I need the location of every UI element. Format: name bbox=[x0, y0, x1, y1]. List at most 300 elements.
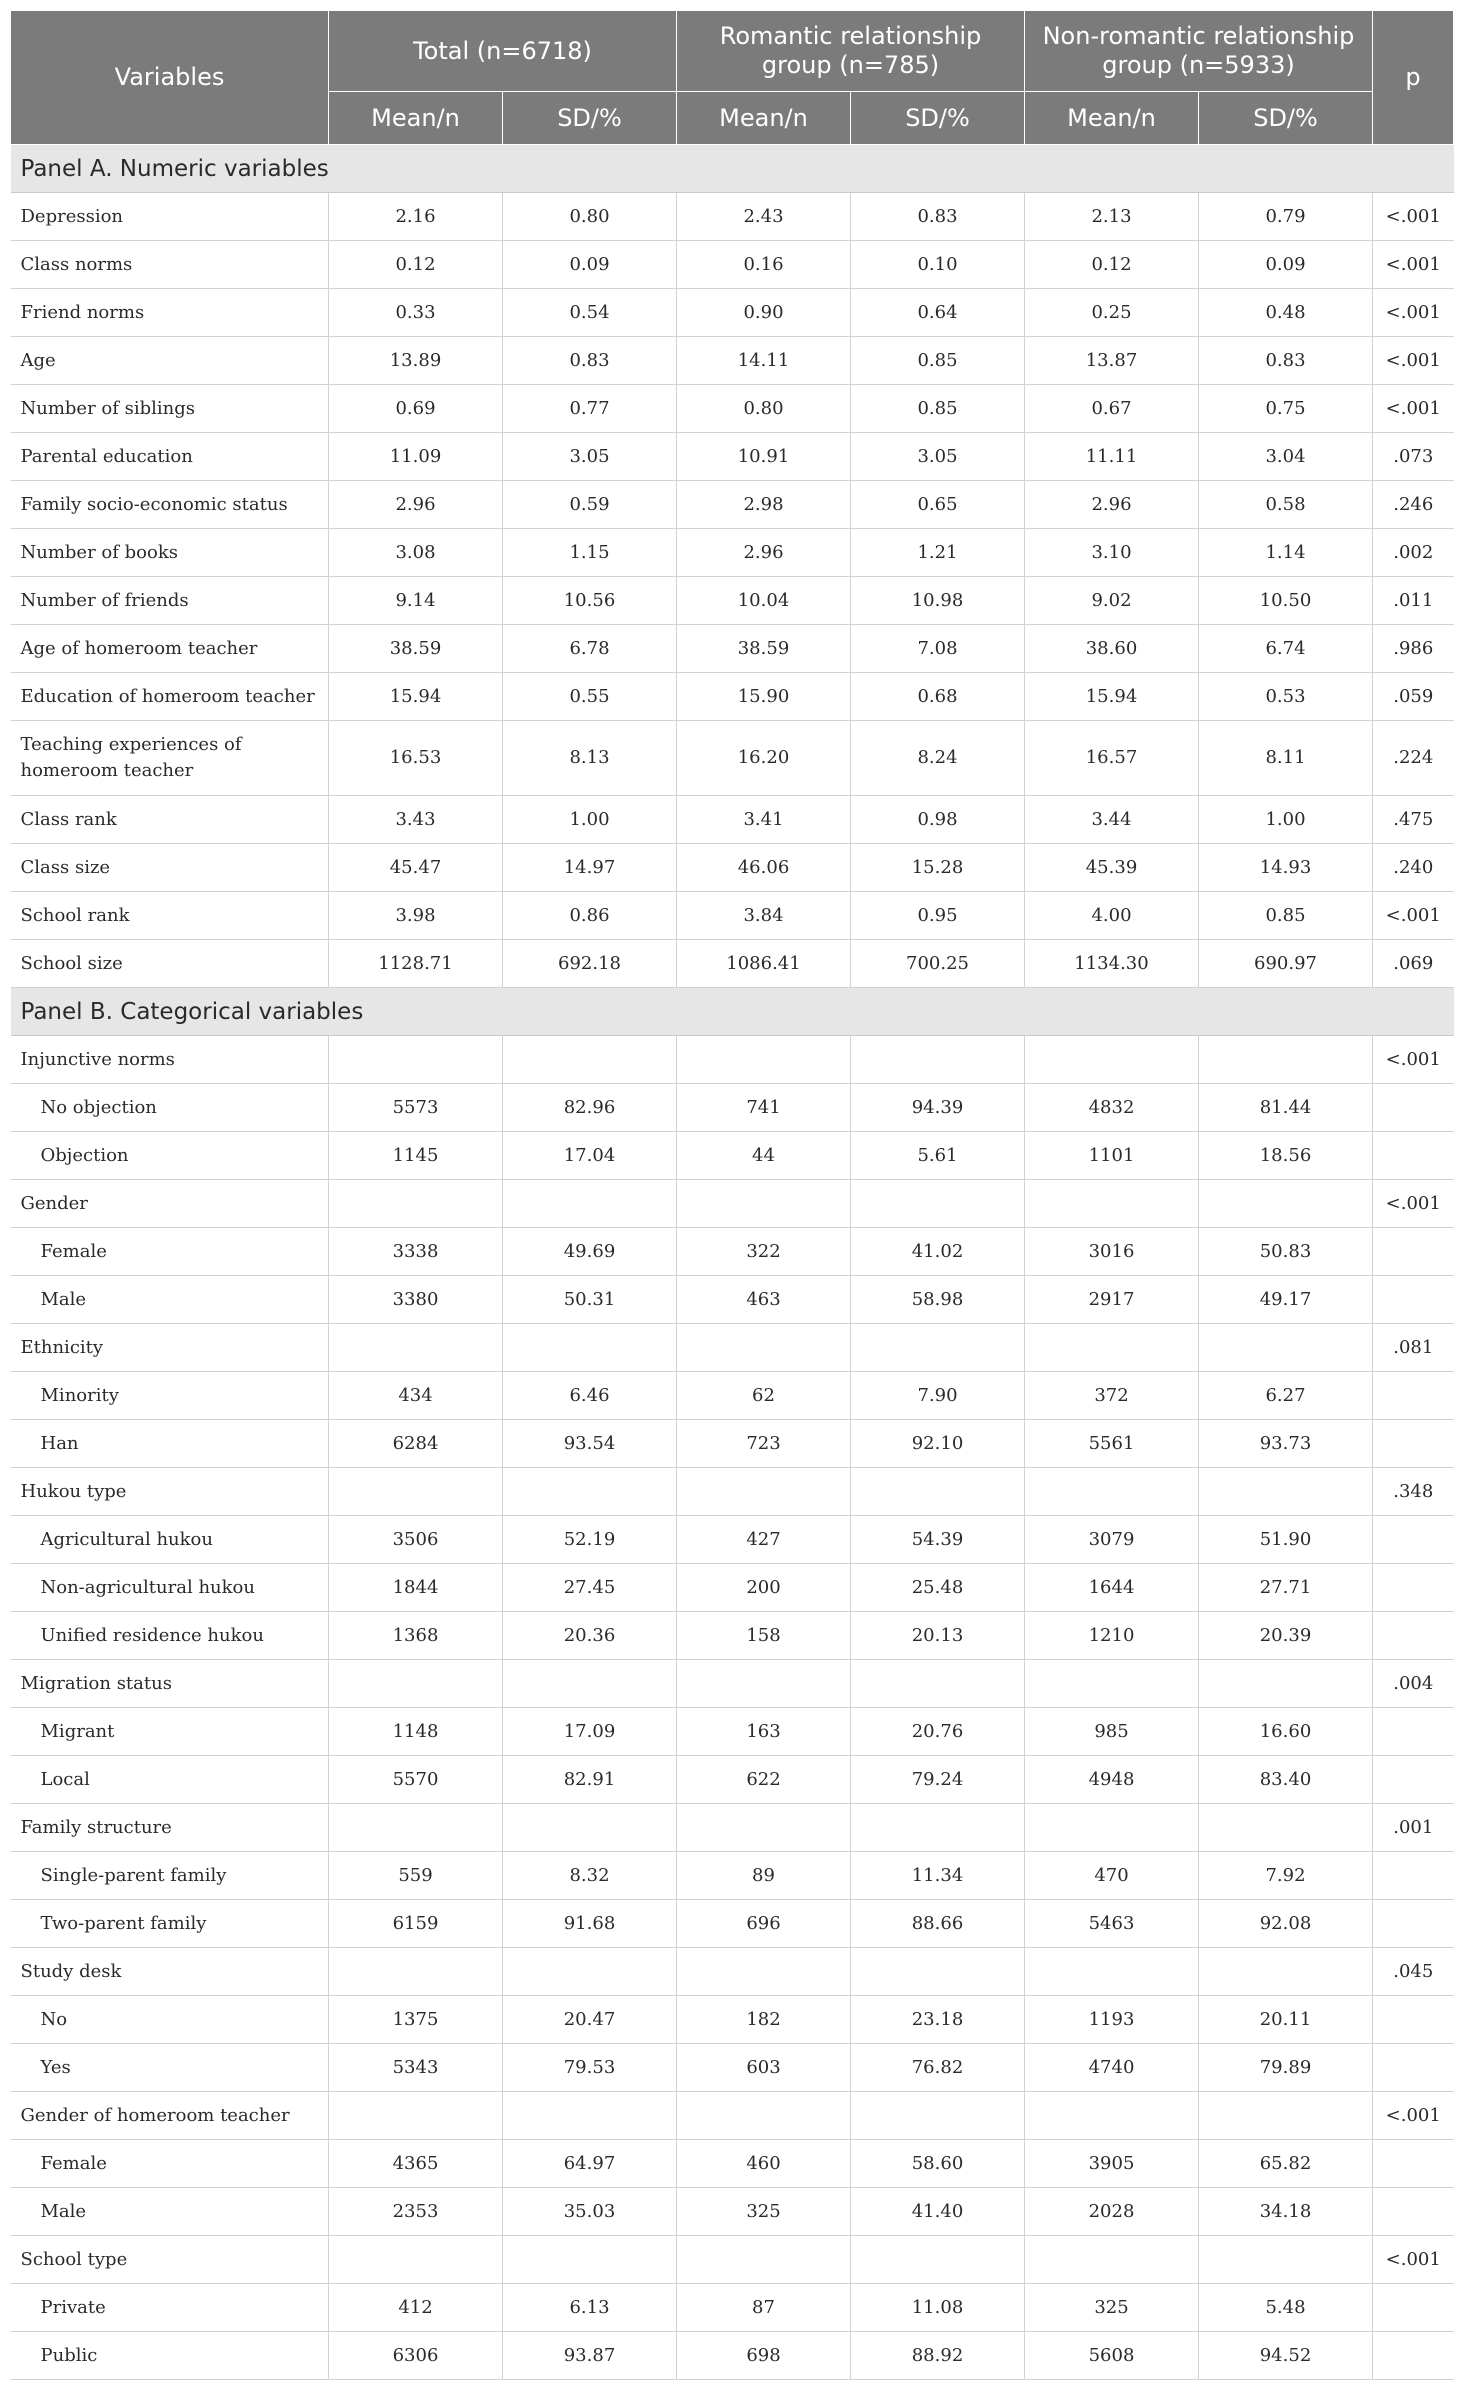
cell-non-romantic-sd: 79.89 bbox=[1199, 2044, 1373, 2092]
cell-romantic-sd bbox=[851, 2236, 1025, 2284]
variable-label: No objection bbox=[11, 1084, 329, 1132]
cell-non-romantic-sd: 0.48 bbox=[1199, 289, 1373, 337]
cell-non-romantic-mean: 1210 bbox=[1025, 1612, 1199, 1660]
table-row bbox=[11, 433, 1454, 481]
cell-romantic-sd: 20.13 bbox=[851, 1612, 1025, 1660]
cell-romantic-sd: 92.10 bbox=[851, 1420, 1025, 1468]
cell-romantic-sd: 11.08 bbox=[851, 2284, 1025, 2332]
cell-romantic-mean: 3.41 bbox=[677, 796, 851, 844]
cell-p-value bbox=[1373, 1708, 1454, 1756]
variable-label: Age of homeroom teacher bbox=[11, 625, 329, 673]
cell-romantic-mean: 741 bbox=[677, 1084, 851, 1132]
cell-non-romantic-mean: 5608 bbox=[1025, 2332, 1199, 2380]
cell-non-romantic-sd: 65.82 bbox=[1199, 2140, 1373, 2188]
table-row bbox=[11, 529, 1454, 577]
cell-non-romantic-sd: 49.17 bbox=[1199, 1276, 1373, 1324]
cell-p-value: <.001 bbox=[1373, 385, 1454, 433]
cell-romantic-mean: 158 bbox=[677, 1612, 851, 1660]
cell-romantic-sd: 0.65 bbox=[851, 481, 1025, 529]
cell-p-value bbox=[1373, 2188, 1454, 2236]
cell-romantic-mean: 0.80 bbox=[677, 385, 851, 433]
cell-romantic-sd: 94.39 bbox=[851, 1084, 1025, 1132]
variable-label: Class size bbox=[11, 844, 329, 892]
cell-total-mean: 3338 bbox=[329, 1228, 503, 1276]
cell-non-romantic-sd: 8.11 bbox=[1199, 721, 1373, 796]
table-row bbox=[11, 1228, 1454, 1276]
cell-romantic-mean: 10.91 bbox=[677, 433, 851, 481]
table-row bbox=[11, 2092, 1454, 2140]
cell-non-romantic-mean: 0.12 bbox=[1025, 241, 1199, 289]
cell-total-sd: 35.03 bbox=[503, 2188, 677, 2236]
cell-romantic-mean: 163 bbox=[677, 1708, 851, 1756]
variable-group-label: Hukou type bbox=[11, 1468, 329, 1516]
cell-total-mean: 3380 bbox=[329, 1276, 503, 1324]
variable-group-label: Migration status bbox=[11, 1660, 329, 1708]
cell-romantic-sd: 0.10 bbox=[851, 241, 1025, 289]
cell-romantic-sd bbox=[851, 1180, 1025, 1228]
cell-non-romantic-sd: 5.48 bbox=[1199, 2284, 1373, 2332]
cell-non-romantic-sd: 690.97 bbox=[1199, 940, 1373, 988]
cell-non-romantic-mean: 0.25 bbox=[1025, 289, 1199, 337]
cell-non-romantic-mean: 1644 bbox=[1025, 1564, 1199, 1612]
cell-non-romantic-sd: 0.85 bbox=[1199, 892, 1373, 940]
variable-label: Male bbox=[11, 1276, 329, 1324]
header-romantic-group: Romantic relationship group (n=785) bbox=[677, 11, 1025, 92]
header-non-romantic-mean: Mean/n bbox=[1025, 92, 1199, 145]
cell-total-sd: 20.47 bbox=[503, 1996, 677, 2044]
cell-non-romantic-sd: 50.83 bbox=[1199, 1228, 1373, 1276]
cell-romantic-sd bbox=[851, 2092, 1025, 2140]
cell-p-value bbox=[1373, 2044, 1454, 2092]
cell-total-mean: 1375 bbox=[329, 1996, 503, 2044]
cell-non-romantic-mean: 4.00 bbox=[1025, 892, 1199, 940]
table-row bbox=[11, 2188, 1454, 2236]
variable-group-label: Ethnicity bbox=[11, 1324, 329, 1372]
cell-romantic-mean: 723 bbox=[677, 1420, 851, 1468]
cell-non-romantic-sd: 6.74 bbox=[1199, 625, 1373, 673]
cell-romantic-mean: 14.11 bbox=[677, 337, 851, 385]
cell-romantic-mean: 696 bbox=[677, 1900, 851, 1948]
cell-non-romantic-mean: 985 bbox=[1025, 1708, 1199, 1756]
header-row-top bbox=[11, 11, 1454, 92]
cell-total-mean: 2353 bbox=[329, 2188, 503, 2236]
cell-total-mean: 16.53 bbox=[329, 721, 503, 796]
cell-non-romantic-mean: 38.60 bbox=[1025, 625, 1199, 673]
descriptive-statistics-table bbox=[10, 10, 1454, 2380]
table-row bbox=[11, 2284, 1454, 2332]
cell-p-value: .045 bbox=[1373, 1948, 1454, 1996]
cell-total-sd: 0.83 bbox=[503, 337, 677, 385]
cell-p-value bbox=[1373, 1084, 1454, 1132]
panel-a-title: Panel A. Numeric variables bbox=[11, 145, 1454, 193]
cell-p-value: .001 bbox=[1373, 1804, 1454, 1852]
cell-total-mean bbox=[329, 1036, 503, 1084]
cell-p-value: .475 bbox=[1373, 796, 1454, 844]
cell-romantic-mean: 325 bbox=[677, 2188, 851, 2236]
table-row bbox=[11, 1036, 1454, 1084]
cell-total-sd: 64.97 bbox=[503, 2140, 677, 2188]
cell-non-romantic-sd bbox=[1199, 1948, 1373, 1996]
header-romantic-sd: SD/% bbox=[851, 92, 1025, 145]
cell-romantic-mean bbox=[677, 1948, 851, 1996]
cell-romantic-mean: 2.96 bbox=[677, 529, 851, 577]
cell-total-mean: 4365 bbox=[329, 2140, 503, 2188]
cell-non-romantic-sd: 0.53 bbox=[1199, 673, 1373, 721]
cell-romantic-sd: 0.64 bbox=[851, 289, 1025, 337]
cell-total-mean: 3.98 bbox=[329, 892, 503, 940]
cell-non-romantic-mean: 3905 bbox=[1025, 2140, 1199, 2188]
cell-romantic-sd: 88.92 bbox=[851, 2332, 1025, 2380]
cell-non-romantic-mean: 470 bbox=[1025, 1852, 1199, 1900]
cell-non-romantic-mean: 16.57 bbox=[1025, 721, 1199, 796]
table-row bbox=[11, 673, 1454, 721]
cell-total-sd: 6.13 bbox=[503, 2284, 677, 2332]
cell-romantic-mean: 1086.41 bbox=[677, 940, 851, 988]
cell-romantic-sd: 0.83 bbox=[851, 193, 1025, 241]
cell-non-romantic-mean: 4948 bbox=[1025, 1756, 1199, 1804]
cell-non-romantic-sd: 0.09 bbox=[1199, 241, 1373, 289]
cell-total-mean bbox=[329, 1660, 503, 1708]
cell-p-value: <.001 bbox=[1373, 892, 1454, 940]
cell-non-romantic-sd bbox=[1199, 1804, 1373, 1852]
cell-p-value bbox=[1373, 1900, 1454, 1948]
table-row bbox=[11, 1804, 1454, 1852]
cell-total-mean bbox=[329, 2092, 503, 2140]
cell-romantic-mean: 182 bbox=[677, 1996, 851, 2044]
cell-total-mean: 2.16 bbox=[329, 193, 503, 241]
cell-total-mean: 11.09 bbox=[329, 433, 503, 481]
variable-label: Han bbox=[11, 1420, 329, 1468]
cell-non-romantic-mean: 4832 bbox=[1025, 1084, 1199, 1132]
cell-non-romantic-mean: 372 bbox=[1025, 1372, 1199, 1420]
cell-total-sd: 79.53 bbox=[503, 2044, 677, 2092]
cell-romantic-mean: 62 bbox=[677, 1372, 851, 1420]
cell-non-romantic-sd: 10.50 bbox=[1199, 577, 1373, 625]
cell-romantic-sd bbox=[851, 1948, 1025, 1996]
cell-total-sd: 17.09 bbox=[503, 1708, 677, 1756]
variable-label: Yes bbox=[11, 2044, 329, 2092]
variable-label: Agricultural hukou bbox=[11, 1516, 329, 1564]
cell-non-romantic-sd: 34.18 bbox=[1199, 2188, 1373, 2236]
cell-total-mean bbox=[329, 2236, 503, 2284]
cell-p-value: .011 bbox=[1373, 577, 1454, 625]
cell-total-mean: 9.14 bbox=[329, 577, 503, 625]
cell-total-sd bbox=[503, 1468, 677, 1516]
table-row bbox=[11, 2044, 1454, 2092]
variable-label: Number of siblings bbox=[11, 385, 329, 433]
table-row bbox=[11, 625, 1454, 673]
variable-label: Education of homeroom teacher bbox=[11, 673, 329, 721]
variable-label: Class norms bbox=[11, 241, 329, 289]
cell-non-romantic-sd: 0.58 bbox=[1199, 481, 1373, 529]
cell-total-sd: 27.45 bbox=[503, 1564, 677, 1612]
header-non-romantic-sd: SD/% bbox=[1199, 92, 1373, 145]
cell-non-romantic-mean: 1101 bbox=[1025, 1132, 1199, 1180]
cell-total-sd: 6.46 bbox=[503, 1372, 677, 1420]
cell-total-mean: 38.59 bbox=[329, 625, 503, 673]
cell-non-romantic-sd: 0.83 bbox=[1199, 337, 1373, 385]
cell-p-value: .240 bbox=[1373, 844, 1454, 892]
cell-romantic-sd: 25.48 bbox=[851, 1564, 1025, 1612]
cell-romantic-sd: 0.98 bbox=[851, 796, 1025, 844]
cell-total-mean: 6306 bbox=[329, 2332, 503, 2380]
cell-romantic-sd: 7.90 bbox=[851, 1372, 1025, 1420]
cell-p-value: <.001 bbox=[1373, 241, 1454, 289]
cell-non-romantic-mean bbox=[1025, 1948, 1199, 1996]
cell-non-romantic-sd: 18.56 bbox=[1199, 1132, 1373, 1180]
cell-total-sd: 1.00 bbox=[503, 796, 677, 844]
cell-p-value: <.001 bbox=[1373, 2092, 1454, 2140]
variable-group-label: School type bbox=[11, 2236, 329, 2284]
cell-romantic-mean: 38.59 bbox=[677, 625, 851, 673]
cell-p-value: .081 bbox=[1373, 1324, 1454, 1372]
variable-group-label: Gender bbox=[11, 1180, 329, 1228]
variable-label: Number of books bbox=[11, 529, 329, 577]
cell-total-sd: 692.18 bbox=[503, 940, 677, 988]
cell-non-romantic-mean: 11.11 bbox=[1025, 433, 1199, 481]
cell-non-romantic-mean: 5561 bbox=[1025, 1420, 1199, 1468]
cell-non-romantic-sd bbox=[1199, 1468, 1373, 1516]
variable-label: Female bbox=[11, 2140, 329, 2188]
cell-romantic-sd: 3.05 bbox=[851, 433, 1025, 481]
variable-label: Class rank bbox=[11, 796, 329, 844]
cell-romantic-mean bbox=[677, 1324, 851, 1372]
cell-non-romantic-mean: 2.96 bbox=[1025, 481, 1199, 529]
cell-romantic-mean: 16.20 bbox=[677, 721, 851, 796]
cell-romantic-sd: 0.68 bbox=[851, 673, 1025, 721]
variable-group-label: Study desk bbox=[11, 1948, 329, 1996]
table-row bbox=[11, 844, 1454, 892]
cell-total-sd: 91.68 bbox=[503, 1900, 677, 1948]
cell-non-romantic-sd bbox=[1199, 1180, 1373, 1228]
cell-total-mean: 3.43 bbox=[329, 796, 503, 844]
panel-b-heading bbox=[11, 988, 1454, 1036]
cell-non-romantic-sd: 94.52 bbox=[1199, 2332, 1373, 2380]
table-row bbox=[11, 1372, 1454, 1420]
cell-total-sd bbox=[503, 1180, 677, 1228]
cell-p-value: <.001 bbox=[1373, 289, 1454, 337]
header-non-romantic-group: Non-romantic relationship group (n=5933) bbox=[1025, 11, 1373, 92]
cell-romantic-sd: 0.85 bbox=[851, 337, 1025, 385]
cell-total-sd: 3.05 bbox=[503, 433, 677, 481]
cell-non-romantic-sd: 27.71 bbox=[1199, 1564, 1373, 1612]
cell-non-romantic-mean: 5463 bbox=[1025, 1900, 1199, 1948]
variable-label: Two-parent family bbox=[11, 1900, 329, 1948]
cell-romantic-mean: 322 bbox=[677, 1228, 851, 1276]
variable-label: Migrant bbox=[11, 1708, 329, 1756]
cell-romantic-sd: 0.85 bbox=[851, 385, 1025, 433]
cell-romantic-mean: 2.98 bbox=[677, 481, 851, 529]
cell-non-romantic-sd bbox=[1199, 2236, 1373, 2284]
cell-non-romantic-mean bbox=[1025, 1036, 1199, 1084]
cell-total-sd: 14.97 bbox=[503, 844, 677, 892]
variable-label: Female bbox=[11, 1228, 329, 1276]
cell-p-value bbox=[1373, 2332, 1454, 2380]
table-row bbox=[11, 193, 1454, 241]
variable-label: Depression bbox=[11, 193, 329, 241]
cell-total-sd bbox=[503, 1804, 677, 1852]
cell-p-value bbox=[1373, 1228, 1454, 1276]
cell-non-romantic-sd: 81.44 bbox=[1199, 1084, 1373, 1132]
cell-total-mean: 6284 bbox=[329, 1420, 503, 1468]
variable-group-label: Family structure bbox=[11, 1804, 329, 1852]
cell-p-value: <.001 bbox=[1373, 337, 1454, 385]
cell-total-mean: 0.12 bbox=[329, 241, 503, 289]
cell-romantic-mean: 622 bbox=[677, 1756, 851, 1804]
cell-non-romantic-mean: 3016 bbox=[1025, 1228, 1199, 1276]
cell-total-mean: 45.47 bbox=[329, 844, 503, 892]
cell-total-sd: 20.36 bbox=[503, 1612, 677, 1660]
cell-romantic-sd: 1.21 bbox=[851, 529, 1025, 577]
table-row bbox=[11, 1564, 1454, 1612]
cell-non-romantic-sd: 20.39 bbox=[1199, 1612, 1373, 1660]
table-row bbox=[11, 1420, 1454, 1468]
variable-label: Local bbox=[11, 1756, 329, 1804]
cell-non-romantic-mean bbox=[1025, 1804, 1199, 1852]
cell-romantic-sd: 41.02 bbox=[851, 1228, 1025, 1276]
cell-non-romantic-sd: 51.90 bbox=[1199, 1516, 1373, 1564]
cell-non-romantic-mean: 3.10 bbox=[1025, 529, 1199, 577]
cell-romantic-sd: 58.98 bbox=[851, 1276, 1025, 1324]
cell-total-sd: 93.54 bbox=[503, 1420, 677, 1468]
cell-romantic-mean bbox=[677, 1468, 851, 1516]
cell-non-romantic-mean: 4740 bbox=[1025, 2044, 1199, 2092]
table-row bbox=[11, 481, 1454, 529]
table-row bbox=[11, 1516, 1454, 1564]
cell-non-romantic-mean: 0.67 bbox=[1025, 385, 1199, 433]
cell-non-romantic-mean bbox=[1025, 1468, 1199, 1516]
cell-non-romantic-mean: 45.39 bbox=[1025, 844, 1199, 892]
table-row bbox=[11, 289, 1454, 337]
cell-total-mean: 5570 bbox=[329, 1756, 503, 1804]
table-row bbox=[11, 385, 1454, 433]
cell-total-mean: 0.69 bbox=[329, 385, 503, 433]
cell-total-sd bbox=[503, 1660, 677, 1708]
cell-p-value bbox=[1373, 1372, 1454, 1420]
variable-label: Male bbox=[11, 2188, 329, 2236]
cell-non-romantic-mean bbox=[1025, 2236, 1199, 2284]
cell-romantic-sd: 54.39 bbox=[851, 1516, 1025, 1564]
cell-p-value bbox=[1373, 1612, 1454, 1660]
cell-non-romantic-sd: 14.93 bbox=[1199, 844, 1373, 892]
table-row bbox=[11, 1324, 1454, 1372]
cell-total-sd: 52.19 bbox=[503, 1516, 677, 1564]
cell-romantic-sd: 10.98 bbox=[851, 577, 1025, 625]
cell-romantic-mean bbox=[677, 1660, 851, 1708]
table-row bbox=[11, 940, 1454, 988]
table-row bbox=[11, 2140, 1454, 2188]
cell-total-mean: 1844 bbox=[329, 1564, 503, 1612]
cell-non-romantic-mean: 13.87 bbox=[1025, 337, 1199, 385]
cell-p-value bbox=[1373, 1132, 1454, 1180]
cell-total-mean: 1148 bbox=[329, 1708, 503, 1756]
cell-p-value: .059 bbox=[1373, 673, 1454, 721]
cell-p-value: <.001 bbox=[1373, 2236, 1454, 2284]
cell-total-sd: 82.96 bbox=[503, 1084, 677, 1132]
variable-label: Single-parent family bbox=[11, 1852, 329, 1900]
cell-non-romantic-mean: 3.44 bbox=[1025, 796, 1199, 844]
cell-romantic-mean: 0.90 bbox=[677, 289, 851, 337]
cell-total-mean bbox=[329, 1468, 503, 1516]
cell-romantic-sd: 15.28 bbox=[851, 844, 1025, 892]
cell-romantic-sd bbox=[851, 1036, 1025, 1084]
cell-total-sd bbox=[503, 1324, 677, 1372]
cell-p-value bbox=[1373, 1852, 1454, 1900]
cell-p-value: .004 bbox=[1373, 1660, 1454, 1708]
table-row bbox=[11, 1612, 1454, 1660]
cell-total-sd: 0.86 bbox=[503, 892, 677, 940]
cell-romantic-mean: 698 bbox=[677, 2332, 851, 2380]
variable-label: Friend norms bbox=[11, 289, 329, 337]
cell-romantic-sd bbox=[851, 1660, 1025, 1708]
cell-non-romantic-sd: 93.73 bbox=[1199, 1420, 1373, 1468]
cell-total-mean: 6159 bbox=[329, 1900, 503, 1948]
cell-romantic-mean: 2.43 bbox=[677, 193, 851, 241]
cell-p-value bbox=[1373, 1516, 1454, 1564]
table-row bbox=[11, 1180, 1454, 1228]
cell-total-mean bbox=[329, 1948, 503, 1996]
cell-p-value: .246 bbox=[1373, 481, 1454, 529]
cell-romantic-sd: 23.18 bbox=[851, 1996, 1025, 2044]
cell-non-romantic-sd: 92.08 bbox=[1199, 1900, 1373, 1948]
cell-romantic-mean bbox=[677, 1804, 851, 1852]
cell-romantic-mean: 463 bbox=[677, 1276, 851, 1324]
variable-group-label: Injunctive norms bbox=[11, 1036, 329, 1084]
cell-total-mean: 3506 bbox=[329, 1516, 503, 1564]
cell-p-value bbox=[1373, 1756, 1454, 1804]
cell-non-romantic-sd: 83.40 bbox=[1199, 1756, 1373, 1804]
cell-romantic-sd bbox=[851, 1804, 1025, 1852]
cell-non-romantic-mean: 1134.30 bbox=[1025, 940, 1199, 988]
cell-romantic-mean: 603 bbox=[677, 2044, 851, 2092]
cell-non-romantic-mean: 15.94 bbox=[1025, 673, 1199, 721]
variable-label: School rank bbox=[11, 892, 329, 940]
cell-total-mean: 3.08 bbox=[329, 529, 503, 577]
variable-label: Public bbox=[11, 2332, 329, 2380]
cell-total-sd: 8.13 bbox=[503, 721, 677, 796]
cell-romantic-mean: 0.16 bbox=[677, 241, 851, 289]
cell-romantic-sd: 79.24 bbox=[851, 1756, 1025, 1804]
variable-label: No bbox=[11, 1996, 329, 2044]
cell-non-romantic-mean bbox=[1025, 1180, 1199, 1228]
variable-label: Unified residence hukou bbox=[11, 1612, 329, 1660]
table-row bbox=[11, 577, 1454, 625]
cell-romantic-sd: 41.40 bbox=[851, 2188, 1025, 2236]
variable-label: Number of friends bbox=[11, 577, 329, 625]
cell-total-mean bbox=[329, 1324, 503, 1372]
cell-romantic-mean bbox=[677, 2236, 851, 2284]
cell-p-value: .002 bbox=[1373, 529, 1454, 577]
cell-non-romantic-sd: 3.04 bbox=[1199, 433, 1373, 481]
cell-romantic-sd: 5.61 bbox=[851, 1132, 1025, 1180]
cell-non-romantic-sd: 1.00 bbox=[1199, 796, 1373, 844]
cell-romantic-mean bbox=[677, 1036, 851, 1084]
cell-non-romantic-sd bbox=[1199, 2092, 1373, 2140]
cell-non-romantic-mean: 2917 bbox=[1025, 1276, 1199, 1324]
cell-romantic-sd: 88.66 bbox=[851, 1900, 1025, 1948]
cell-total-sd bbox=[503, 1036, 677, 1084]
cell-non-romantic-sd: 0.75 bbox=[1199, 385, 1373, 433]
cell-total-mean bbox=[329, 1180, 503, 1228]
cell-total-mean: 13.89 bbox=[329, 337, 503, 385]
cell-total-sd: 17.04 bbox=[503, 1132, 677, 1180]
variable-label: Age bbox=[11, 337, 329, 385]
cell-total-sd: 82.91 bbox=[503, 1756, 677, 1804]
variable-label: Objection bbox=[11, 1132, 329, 1180]
panel-b-title: Panel B. Categorical variables bbox=[11, 988, 1454, 1036]
cell-total-mean bbox=[329, 1804, 503, 1852]
cell-total-mean: 559 bbox=[329, 1852, 503, 1900]
